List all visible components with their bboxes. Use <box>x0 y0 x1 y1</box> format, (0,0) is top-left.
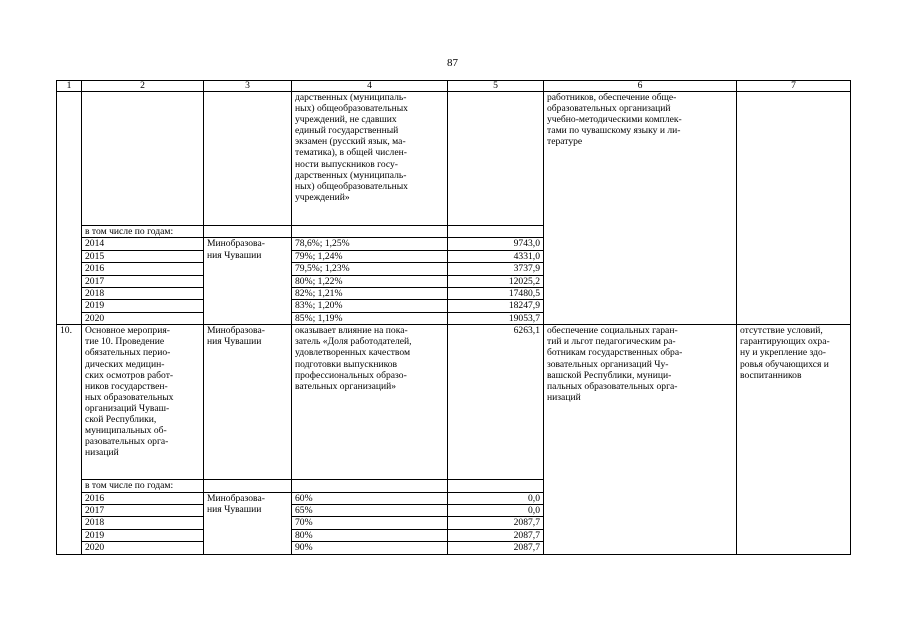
year-cell: 2020 <box>82 542 204 554</box>
indicator-value: 79,5%; 1,23% <box>292 263 448 275</box>
consequence-cell <box>737 92 851 325</box>
by-years-label: в том числе по годам: <box>82 226 204 238</box>
amount-value: 2087,7 <box>448 542 544 554</box>
year-cell: 2019 <box>82 529 204 541</box>
year-cell: 2015 <box>82 250 204 262</box>
year-cell: 2018 <box>82 288 204 300</box>
executor-cell <box>204 226 292 238</box>
executor-text: Минобразова- ния Чувашии <box>204 238 292 325</box>
measure-text: Основное мероприя- тие 10. Проведение обязательных перио- дических медицин- ских осмотров работ- ников государствен- ных образовательных организаций Чуваш- ской Республики, муниципальных об- разовательных орга- низаций <box>82 325 204 480</box>
consequence-text: отсутствие условий, гарантирующих охра- ну и укрепление здо- ровья обучающихся и воспитанников <box>737 325 851 554</box>
amount-value: 12025,2 <box>448 275 544 287</box>
item-number: 10. <box>57 325 82 554</box>
measure-cell <box>82 92 204 226</box>
amount-value: 0,0 <box>448 492 544 504</box>
indicator-value: 90% <box>292 542 448 554</box>
amount-value: 19053,7 <box>448 312 544 324</box>
number-cell <box>57 92 82 325</box>
amount-cell <box>448 480 544 492</box>
year-cell: 2019 <box>82 300 204 312</box>
indicator-value: 85%; 1,19% <box>292 312 448 324</box>
indicator-text: оказывает влияние на пока- затель «Доля работодателей, удовлетворенных качеством подготовки выпускников профессиональных образо- вательных организаций» <box>292 325 448 480</box>
expected-result-text: обеспечение социальных гаран- тий и льгот педагогическим ра- ботникам государственных обра- зовательных организаций Чу- вашской Республики, муници- пальных образовательных орга- низаций <box>544 325 737 554</box>
amount-cell <box>448 92 544 226</box>
year-cell: 2017 <box>82 275 204 287</box>
amount-cell <box>448 226 544 238</box>
executor-text: Минобразова- ния Чувашии <box>204 325 292 480</box>
indicator-value: 70% <box>292 517 448 529</box>
executor-text: Минобразова- ния Чувашии <box>204 492 292 554</box>
indicator-cell <box>292 226 448 238</box>
amount-value: 2087,7 <box>448 529 544 541</box>
table-row <box>57 325 851 480</box>
amount-total: 6263,1 <box>448 325 544 480</box>
amount-value: 9743,0 <box>448 238 544 250</box>
amount-value: 4331,0 <box>448 250 544 262</box>
amount-value: 17480,5 <box>448 288 544 300</box>
year-cell: 2014 <box>82 238 204 250</box>
amount-value: 18247,9 <box>448 300 544 312</box>
indicator-value: 79%; 1,24% <box>292 250 448 262</box>
amount-value: 2087,7 <box>448 517 544 529</box>
executor-cell <box>204 92 292 226</box>
column-number-row <box>57 81 851 92</box>
year-cell: 2018 <box>82 517 204 529</box>
column-number: 5 <box>448 81 544 92</box>
indicator-text: дарственных (муниципаль- ных) общеобразовательных учреждений, не сдавших единый государственный экзамен (русский язык, ма- тематика), в общей числен- ности выпускников госу- дарственных (муниципаль- ных) общеобразовательных учреждений» <box>292 92 448 226</box>
column-number: 7 <box>737 81 851 92</box>
indicator-value: 78,6%; 1,25% <box>292 238 448 250</box>
expected-result-text: работников, обеспечение обще- образовательных организаций учебно-методическими комплек- тами по чувашскому языку и ли- тературе <box>544 92 737 325</box>
amount-value: 0,0 <box>448 505 544 517</box>
column-number: 1 <box>57 81 82 92</box>
by-years-label: в том числе по годам: <box>82 480 204 492</box>
year-cell: 2017 <box>82 505 204 517</box>
column-number: 4 <box>292 81 448 92</box>
indicator-value: 60% <box>292 492 448 504</box>
year-cell: 2016 <box>82 492 204 504</box>
year-cell: 2020 <box>82 312 204 324</box>
indicator-cell <box>292 480 448 492</box>
amount-value: 3737,9 <box>448 263 544 275</box>
indicator-value: 80% <box>292 529 448 541</box>
indicator-value: 80%; 1,22% <box>292 275 448 287</box>
indicator-value: 82%; 1,21% <box>292 288 448 300</box>
executor-cell <box>204 480 292 492</box>
indicator-value: 83%; 1,20% <box>292 300 448 312</box>
page-number: 87 <box>447 57 458 69</box>
indicator-value: 65% <box>292 505 448 517</box>
column-number: 2 <box>82 81 204 92</box>
column-number: 6 <box>544 81 737 92</box>
column-number: 3 <box>204 81 292 92</box>
program-table <box>56 80 851 555</box>
year-cell: 2016 <box>82 263 204 275</box>
table-row <box>57 92 851 226</box>
